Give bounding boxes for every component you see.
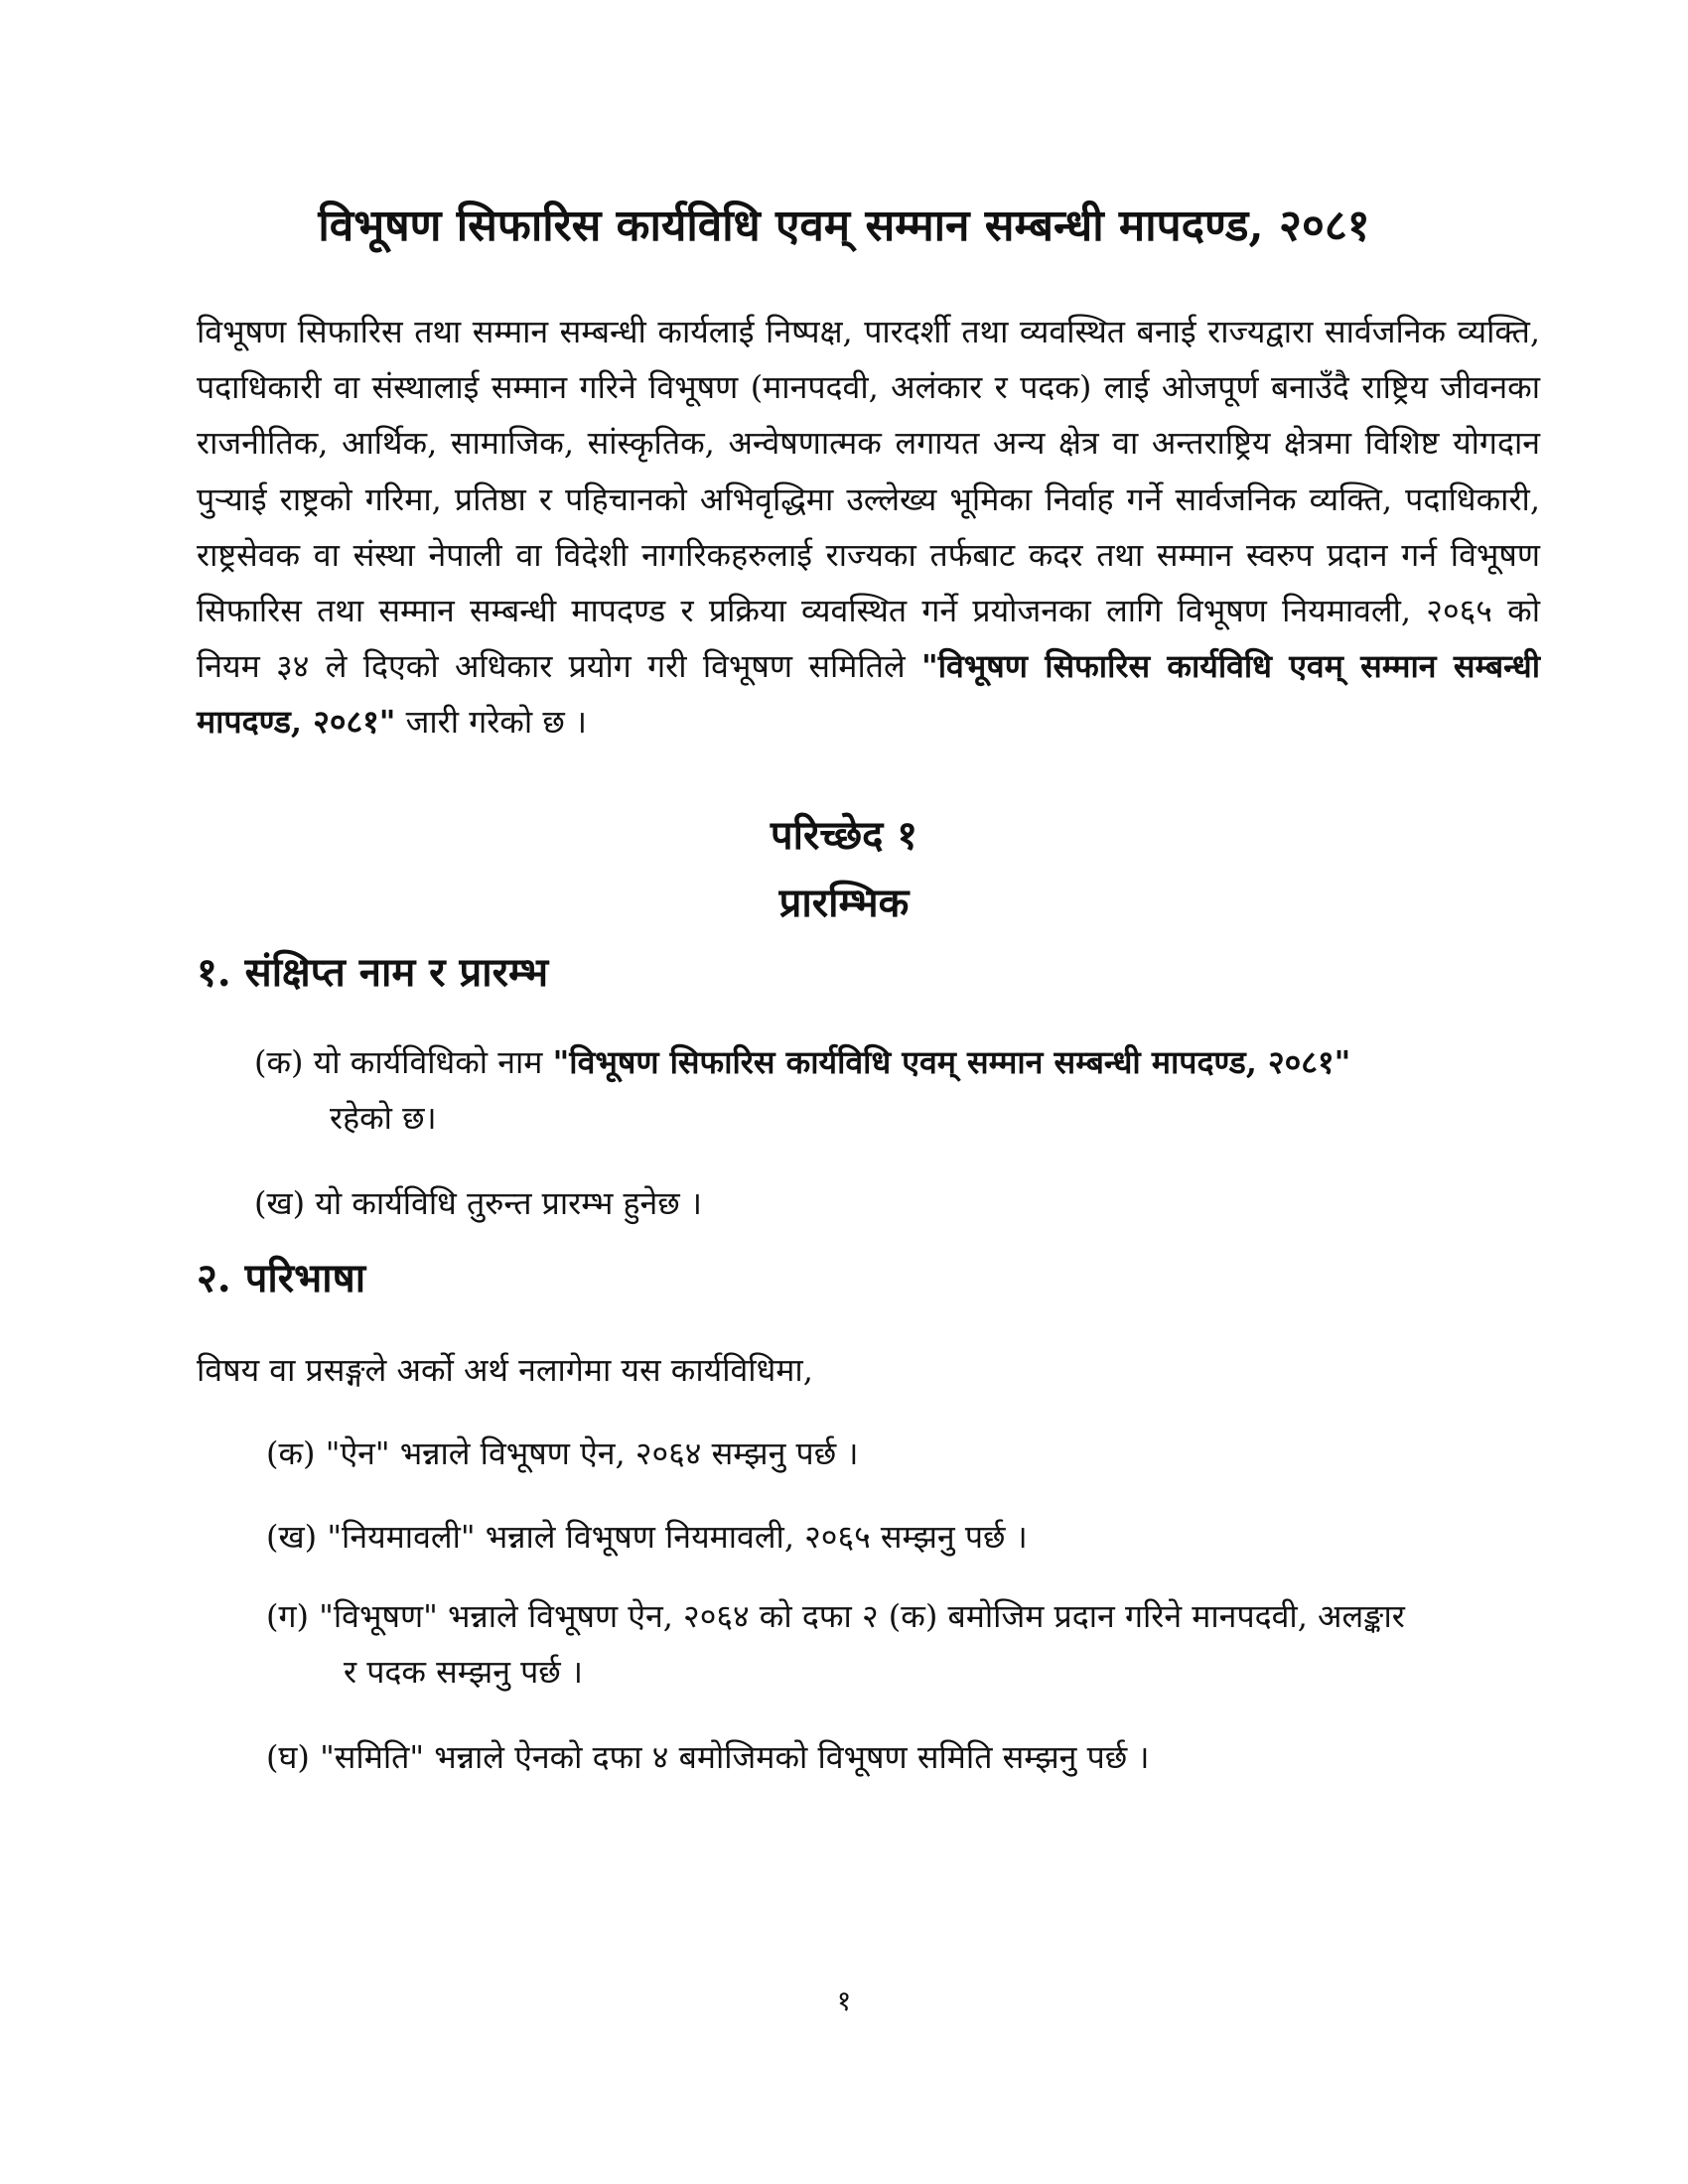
preamble-bold-name: "विभूषण सिफारिस कार्यविधि एवम् सम्मान सम्बन्धी मापदण्ड, २०८१" xyxy=(197,647,1540,742)
clause-1-a xyxy=(254,1034,1545,1146)
definition-text: "विभूषण" भन्नाले विभूषण ऐन, २०६४ को दफा २ (क) बमोजिम प्रदान गरिने मानपदवी, अलङ्कार xyxy=(309,1597,1405,1635)
definition-text: "नियमावली" भन्नाले विभूषण नियमावली, २०६५ सम्झनु पर्छ । xyxy=(317,1518,1028,1556)
definition-text: "ऐन" भन्नाले विभूषण ऐन, २०६४ सम्झनु पर्छ । xyxy=(315,1434,859,1472)
definition-label: (क) xyxy=(266,1434,316,1472)
preamble-paragraph xyxy=(197,304,1540,751)
chapter-name: प्रारम्भिक xyxy=(778,880,910,926)
clause-label: (क) xyxy=(254,1043,304,1081)
clause-1-b xyxy=(254,1175,702,1231)
preamble-text-end: जारी गरेको छ । xyxy=(395,703,588,742)
clause-text: यो कार्यविधि तुरुन्त प्रारम्भ हुनेछ । xyxy=(305,1184,702,1222)
document-title: विभूषण सिफारिस कार्यविधि एवम् सम्मान सम्बन्धी मापदण्ड, २०८१ xyxy=(318,201,1370,251)
page-number: १ xyxy=(836,1984,852,2017)
chapter-number: परिच्छेद १ xyxy=(770,812,918,859)
definitions-intro: विषय वा प्रसङ्गले अर्को अर्थ नलागेमा यस कार्यविधिमा, xyxy=(197,1351,813,1389)
definition-c xyxy=(266,1588,1547,1700)
definition-continuation: र पदक सम्झनु पर्छ । xyxy=(344,1653,584,1691)
definition-label: (ग) xyxy=(266,1597,309,1635)
section-1-heading: १. संक्षिप्त नाम र प्रारम्भ xyxy=(197,949,549,996)
definition-a xyxy=(266,1426,858,1481)
section-2-heading: २. परिभाषा xyxy=(197,1255,366,1301)
clause-bold-name: "विभूषण सिफारिस कार्यविधि एवम् सम्मान सम्बन्धी मापदण्ड, २०८१" xyxy=(552,1043,1351,1081)
definition-text: "समिति" भन्नाले ऐनको दफा ४ बमोजिमको विभूषण समिति सम्झनु पर्छ । xyxy=(309,1738,1150,1776)
clause-continuation: रहेको छ। xyxy=(330,1099,437,1137)
definition-b xyxy=(266,1509,1028,1565)
definition-d xyxy=(266,1729,1149,1785)
definition-label: (घ) xyxy=(266,1738,310,1776)
definition-label: (ख) xyxy=(266,1518,318,1556)
clause-text: यो कार्यविधिको नाम xyxy=(303,1043,553,1081)
clause-label: (ख) xyxy=(254,1184,306,1222)
preamble-text: विभूषण सिफारिस तथा सम्मान सम्बन्धी कार्यलाई निष्पक्ष, पारदर्शी तथा व्यवस्थित बनाई राज्यद्वारा सार्वजनिक व्यक्ति, पदाधिकारी वा संस्थालाई सम्मान गरिने विभूषण (मानपदवी, अलंकार र पदक) लाई ओजपूर्ण बनाउँदै राष्ट्रिय जीवनका राजनीतिक, आर्थिक, सामाजिक, सांस्कृतिक, अन्वेषणात्मक लगायत अन्य क्षेत्र वा अन्तराष्ट्रिय क्षेत्रमा विशिष्ट योगदान पुर्‍याई राष्ट्रको गरिमा, प्रतिष्ठा र पहिचानको अभिवृद्धिमा उल्लेख्य भूमिका निर्वाह गर्ने सार्वजनिक व्यक्ति, पदाधिकारी, राष्ट्रसेवक वा संस्था नेपाली वा विदेशी नागरिकहरुलाई राज्यका तर्फबाट कदर तथा सम्मान स्वरुप प्रदान गर्न विभूषण सिफारिस तथा सम्मान सम्बन्धी मापदण्ड र प्रक्रिया व्यवस्थित गर्ने प्रयोजनका लागि विभूषण नियमावली, २०६५ को नियम ३४ ले दिएको अधिकार प्रयोग गरी विभूषण समितिले xyxy=(197,313,1540,686)
